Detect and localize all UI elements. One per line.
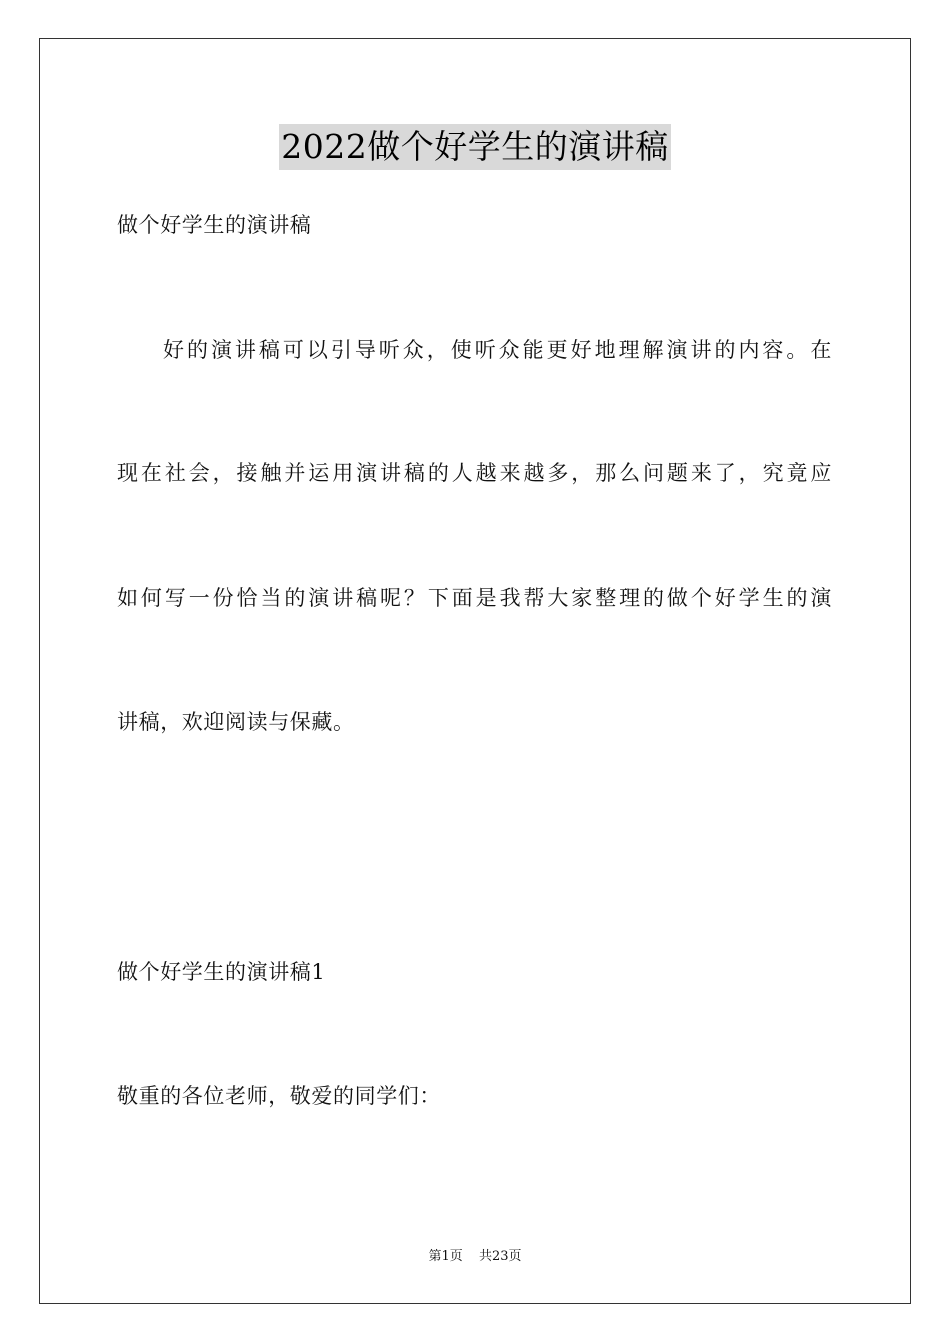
intro-line-4: 讲稿，欢迎阅读与保藏。 (117, 710, 355, 734)
salutation: 敬重的各位老师，敬爱的同学们： (117, 1084, 441, 1108)
page-total: 共23页 (478, 1249, 522, 1264)
section-heading: 做个好学生的演讲稿1 (117, 960, 326, 984)
intro-line-2: 现在社会，接触并运用演讲稿的人越来越多，那么问题来了，究竟应 (117, 461, 832, 485)
document-title: 2022做个好学生的演讲稿 (279, 124, 670, 170)
document-subtitle: 做个好学生的演讲稿 (117, 213, 312, 237)
title-container (0, 124, 950, 170)
intro-line-1: 好的演讲稿可以引导听众，使听众能更好地理解演讲的内容。在 (163, 338, 832, 362)
page-footer (0, 1248, 950, 1266)
intro-line-3: 如何写一份恰当的演讲稿呢？下面是我帮大家整理的做个好学生的演 (117, 586, 832, 610)
page-number: 第1页 (428, 1249, 463, 1264)
